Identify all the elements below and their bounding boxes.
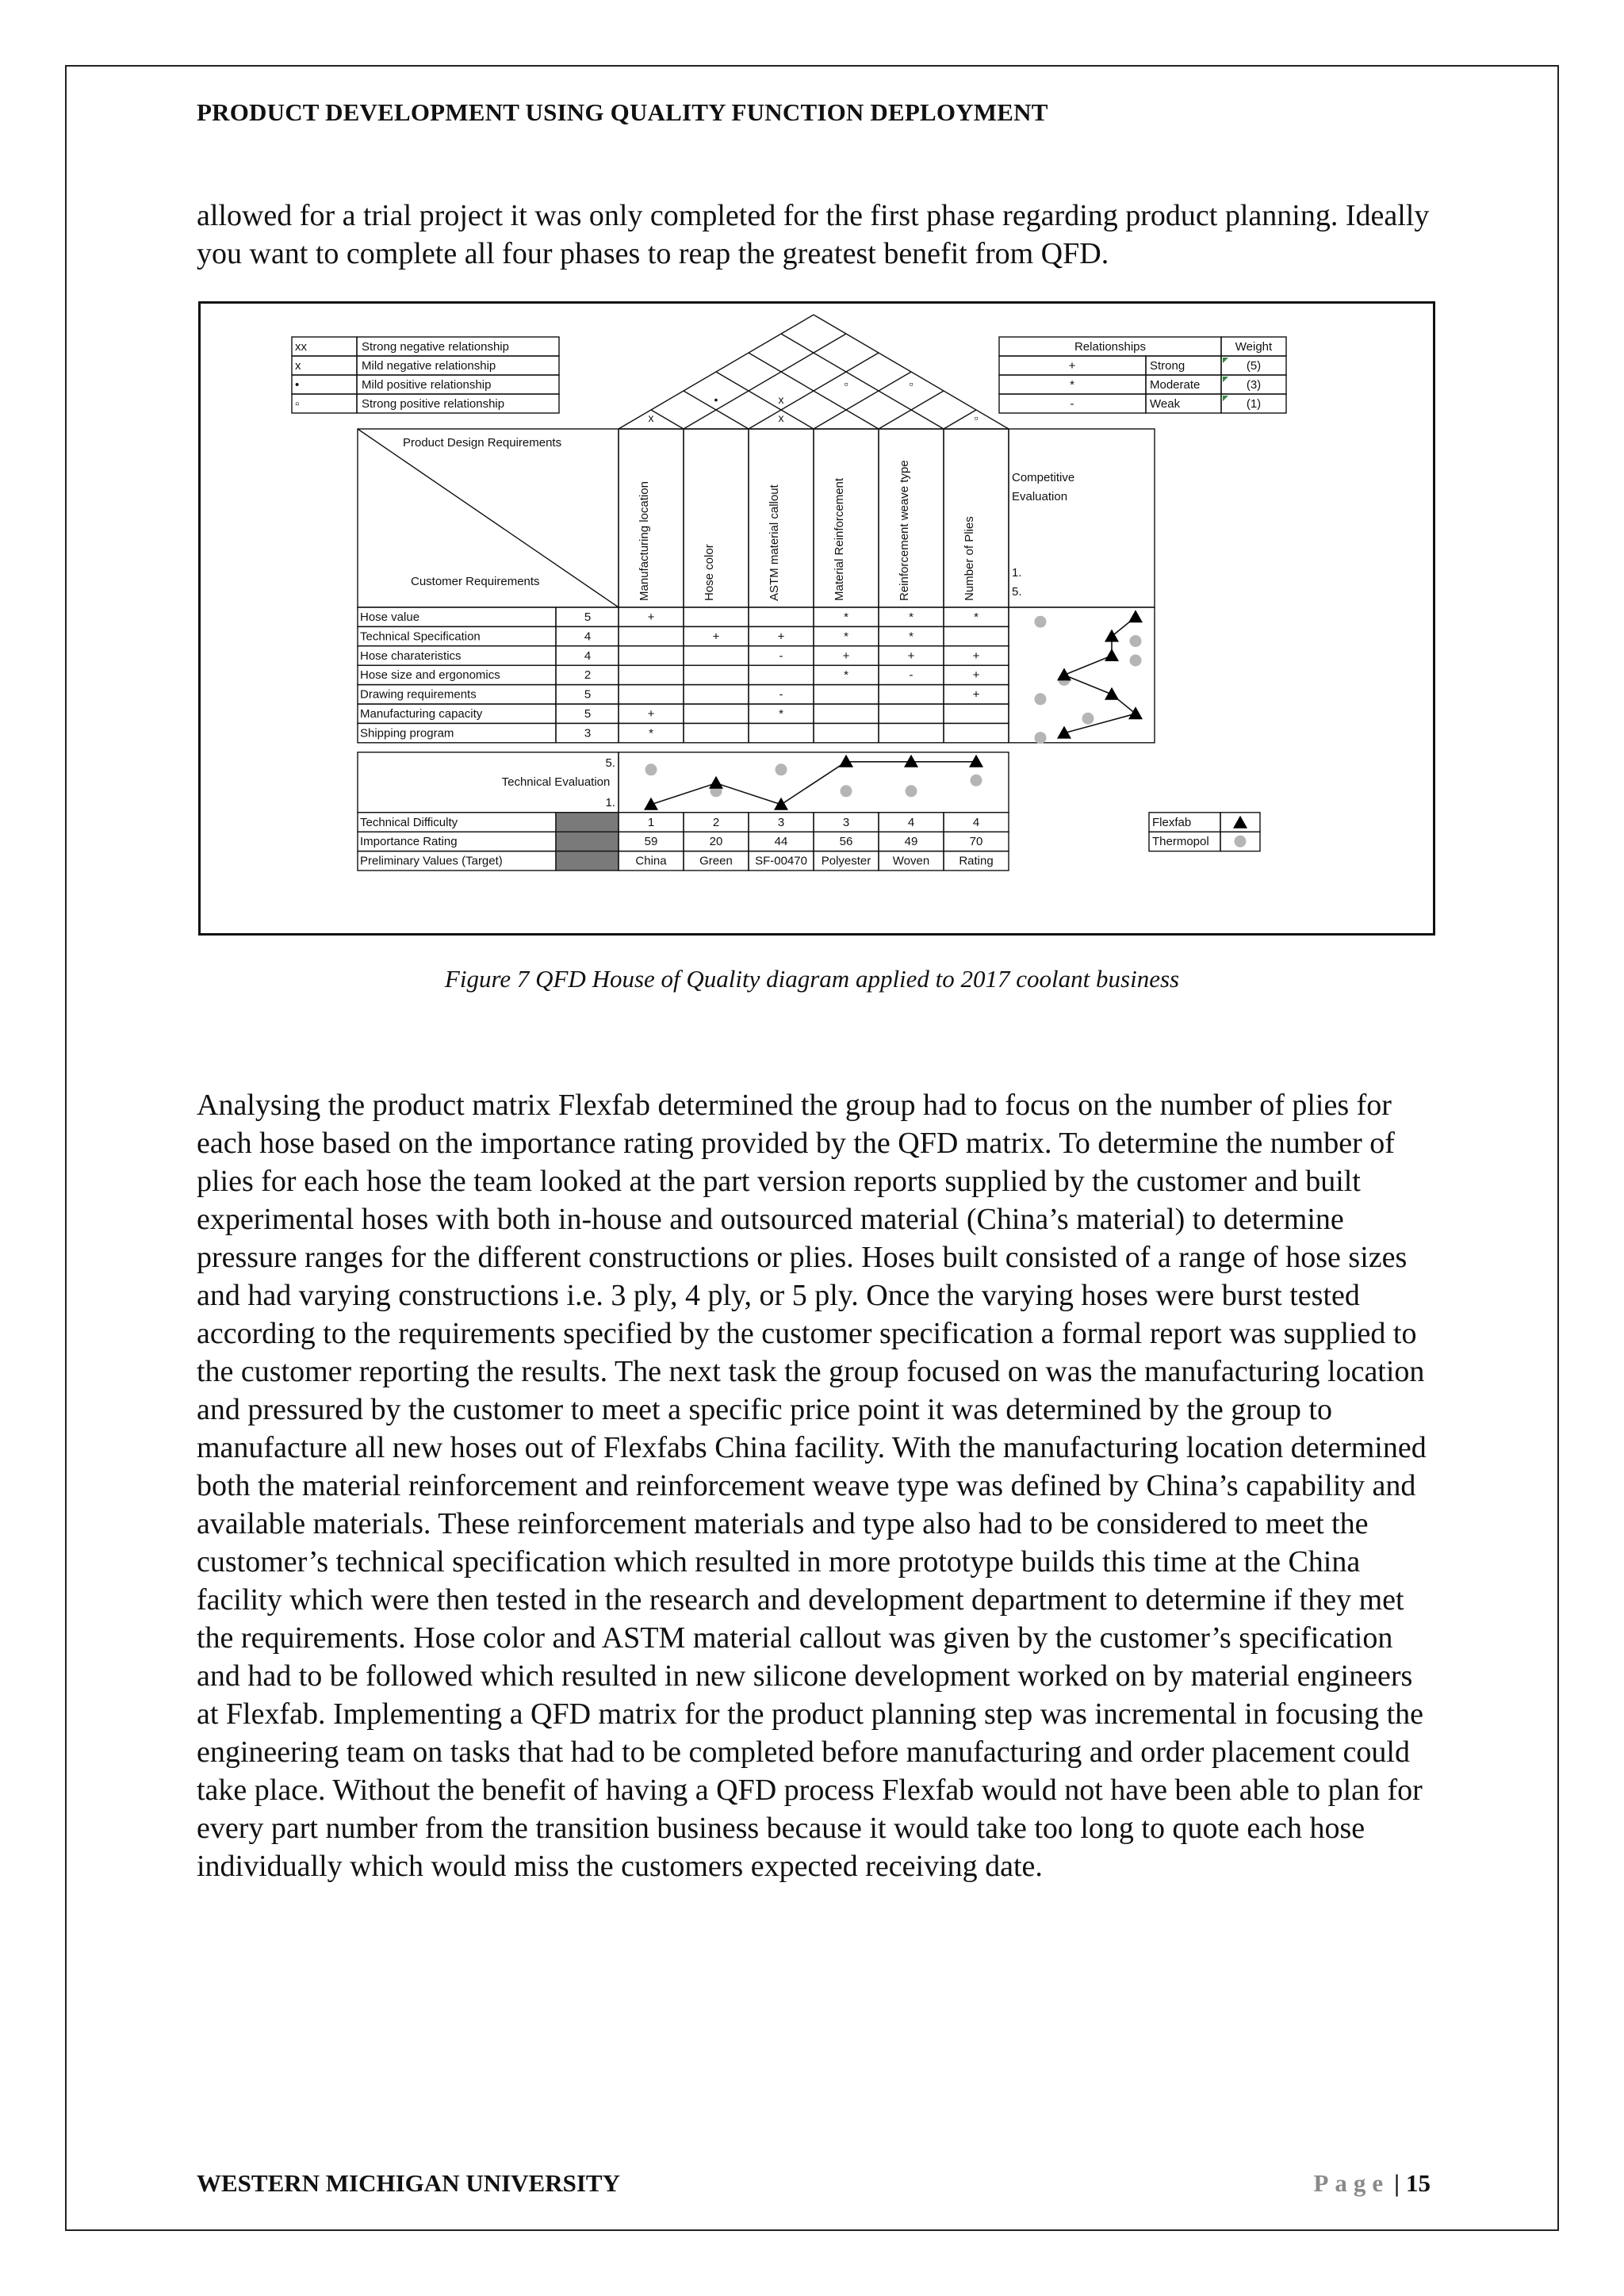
roof-diagonal [778,334,944,429]
competitive-thermopol-point [1130,655,1142,667]
competitive-flexfab-line [1064,617,1136,733]
relationship-mark: * [844,629,848,644]
relationship-matrix-cell [749,665,814,684]
bottom-row-value: 3 [842,815,850,829]
technical-flexfab-line [651,762,976,805]
technical-thermopol-point [906,785,917,797]
relationship-matrix-cell [749,723,814,742]
roof-diagonal [716,372,814,429]
roof-legend-label: Mild negative relationship [362,359,496,373]
customer-requirement-label: Hose charateristics [360,649,462,663]
technical-scale-low: 1. [605,795,615,809]
relationship-mark: * [844,610,848,624]
bottom-row-value: 44 [774,835,788,849]
roof-legend-label: Strong positive relationship [362,397,505,411]
roof-legend-symbol: • [295,378,300,392]
bottom-row-value: 1 [647,815,655,829]
competitive-evaluation-label: Competitive [1012,471,1075,484]
technical-evaluation-label: Technical Evaluation [501,775,611,789]
relationship-mark: + [842,649,850,663]
technical-thermopol-point [841,785,852,797]
bottom-row-value: 56 [839,835,853,849]
customer-requirements-label: Customer Requirements [411,575,540,588]
page-separator: | [1394,2169,1400,2197]
cell-flag-marker [1223,396,1228,401]
roof-legend-symbol: x [295,359,301,373]
relationship-matrix-cell [879,704,944,723]
weight-header: Weight [1235,340,1273,354]
customer-requirement-label: Drawing requirements [360,687,477,702]
competitive-flexfab-point [1105,649,1119,661]
bottom-row-label: Preliminary Values (Target) [360,854,503,868]
technical-thermopol-point [645,763,657,775]
competitive-evaluation-label: Evaluation [1012,490,1068,503]
design-requirement-label: Manufacturing location [638,481,651,601]
roof-correlation-mark: • [714,393,718,406]
relationship-matrix-cell [814,723,879,742]
cell-flag-marker [1223,358,1228,363]
bottom-row-value: 4 [907,815,915,829]
bottom-row-value: 4 [972,815,980,829]
bottom-row-value: Polyester [821,854,871,868]
relationship-mark: * [649,726,653,740]
roof-legend-symbol-cell [292,375,357,394]
legend-name: Flexfab [1152,815,1192,829]
roof-diagonal [944,410,976,429]
customer-importance-value: 5 [584,610,592,624]
roof-correlation-mark: ▫ [974,411,979,424]
bottom-row-shaded-cell [556,813,619,832]
running-header: PRODUCT DEVELOPMENT USING QUALITY FUNCTION DEPLOYMENT [197,98,1048,126]
relationship-matrix-cell [814,685,879,704]
bottom-row-value: Green [699,854,733,868]
technical-flexfab-point [969,755,983,767]
relationship-symbol: - [1070,397,1074,411]
relationship-matrix-cell [619,685,684,704]
roof-legend-label: Strong negative relationship [362,340,509,354]
relationship-matrix-cell [619,626,684,645]
design-requirement-header-cell [814,429,879,607]
technical-flexfab-point [709,776,723,789]
design-requirement-label: Material Reinforcement [833,477,846,601]
bottom-row-value: Woven [892,854,930,868]
bottom-row-value: 2 [712,815,720,829]
figure-caption: Figure 7 QFD House of Quality diagram applied to 2017 coolant business [444,965,1180,993]
bottom-row-value: 3 [777,815,785,829]
relationship-mark: * [909,629,914,644]
relationships-header: Relationships [1074,340,1147,354]
design-requirement-header-cell [944,429,1009,607]
relationship-matrix-cell [684,723,749,742]
intro-paragraph: allowed for a trial project it was only completed for the first phase regarding product planning. Ideally you want to complete all four phases to reap the greatest benefit from QFD. [197,199,1430,270]
bottom-row-label: Technical Difficulty [360,815,458,829]
customer-importance-value: 3 [584,726,592,740]
relationship-matrix-cell [944,723,1009,742]
roof-correlation-mark: x [778,411,784,424]
footer-page [1313,2169,1431,2198]
relationship-mark: * [844,668,848,683]
relationship-mark: * [909,610,914,624]
competitive-thermopol-point [1035,616,1047,628]
customer-importance-value: 4 [584,649,592,663]
customer-requirement-label: Technical Specification [360,629,481,644]
relationship-mark: - [779,649,783,663]
relationship-matrix-cell [684,685,749,704]
design-requirement-header-cell [879,429,944,607]
relationship-mark: + [972,649,980,663]
roof-diagonal [648,410,684,429]
relationship-mark: + [777,629,785,644]
relationship-mark: + [972,687,980,702]
roof-correlation-mark: ▫ [844,377,848,390]
competitive-scale-high: 5. [1012,585,1022,599]
roof-legend-symbol-cell [292,356,357,375]
legend-name: Thermopol [1152,835,1209,849]
competitive-thermopol-point [1082,713,1094,725]
bottom-row-shaded-cell [556,832,619,851]
relationship-mark: - [779,687,783,702]
relationship-matrix-cell [684,607,749,626]
house-of-quality-diagram [201,304,1433,933]
page-number: 15 [1406,2169,1431,2197]
competitive-thermopol-point [1035,732,1047,744]
roof-legend-symbol-cell [292,394,357,413]
design-requirement-header-cell [684,429,749,607]
competitive-thermopol-point [1035,693,1047,705]
relationship-mark: - [909,668,914,683]
relationship-matrix-cell [749,607,814,626]
design-requirement-label: Number of Plies [963,516,976,601]
design-requirement-header-cell [749,429,814,607]
relationship-matrix-cell [684,646,749,665]
page-word: Page [1313,2169,1390,2197]
customer-importance-value: 5 [584,687,592,702]
bottom-row-value: 49 [904,835,918,849]
relationship-label: Weak [1150,397,1181,411]
bottom-row-label: Importance Rating [360,835,458,849]
customer-importance-value: 2 [584,668,592,683]
customer-requirement-label: Manufacturing capacity [360,707,483,721]
relationship-mark: + [972,668,980,683]
relationship-matrix-cell [619,665,684,684]
competitive-flexfab-point [1128,706,1143,719]
competitive-flexfab-point [1105,629,1119,642]
competitive-flexfab-point [1128,610,1143,622]
bottom-row-value: 70 [969,835,983,849]
body-paragraph: Analysing the product matrix Flexfab determined the group had to focus on the number of plies for each hose based on the importance rating provided by the QFD matrix. To determine the number of plies for each hose the team looked at the part version reports supplied by the customer and built experimental hoses with both in-house and outsourced material (China’s material) to determine pressure ranges for the different constructions or plies. Hoses built consisted of a range of hose sizes and had varying constructions i.e. 3 ply, 4 ply, or 5 ply. Once the varying hoses were burst tested according to the requirements specified by the customer specification a formal report was supplied to the customer reporting the results. The next task the group focused on was the manufacturing location and pressured by the customer to meet a specific price point it was determined by the group to manufacture all new hoses out of Flexfabs China facility. With the manufacturing location determined both the material reinforcement and reinforcement weave type was defined by China’s capability and available materials. These reinforcement materials and type also had to be considered to meet the customer’s technical specification which resulted in more prototype builds this time at the China facility which were then tested in the research and development department to determine if they met the requirements. Hose color and ASTM material callout was given by the customer’s specification and had to be followed which resulted in new silicone development worked on by material engineers at Flexfab. Implementing a QFD matrix for the product planning step was incremental in focusing the engineering team on tasks that had to be completed before manufacturing and order placement could take place. Without the benefit of having a QFD process Flexfab would not have been able to plan for every part number from the transition business because it would take too long to quote each hose individually which would miss the customers expected receiving date. [197,1089,1427,1883]
design-requirement-header-cell [619,429,684,607]
footer-university: WESTERN MICHIGAN UNIVERSITY [197,2169,620,2197]
roof-diagonal [814,372,911,429]
relationship-symbol: * [1070,378,1074,392]
relationship-mark: + [647,707,655,721]
customer-requirement-label: Hose value [360,610,420,624]
roof-legend-symbol: xx [295,340,307,354]
relationship-mark: + [712,629,720,644]
customer-importance-value: 5 [584,707,592,721]
technical-flexfab-point [839,755,853,767]
technical-scale-high: 5. [605,756,615,770]
technical-flexfab-point [644,798,658,810]
relationship-matrix-cell [684,704,749,723]
bottom-row-value: Rating [959,854,994,868]
bottom-row-shaded-cell [556,851,619,871]
design-requirement-label: ASTM material callout [768,484,781,601]
relationship-mark: + [907,649,915,663]
relationship-matrix-cell [944,626,1009,645]
technical-flexfab-point [904,755,918,767]
legend-circle-marker [1235,836,1247,848]
customer-importance-value: 4 [584,629,592,644]
competitive-evaluation-plot-area [1009,607,1155,743]
relationship-weight: (5) [1246,359,1262,373]
bottom-row-value: SF-00470 [755,854,807,868]
competitive-flexfab-point [1105,687,1119,700]
relationship-matrix-cell [879,723,944,742]
bottom-row-value: 20 [709,835,723,849]
customer-requirement-label: Shipping program [360,726,454,740]
legend-triangle-marker [1233,816,1247,828]
relationship-mark: + [647,610,655,624]
relationship-weight: (1) [1246,397,1262,411]
relationship-weight: (3) [1246,378,1262,392]
roof-correlation-mark: x [778,393,784,406]
relationship-matrix-cell [814,704,879,723]
relationship-matrix-cell [684,665,749,684]
relationship-matrix-cell [944,704,1009,723]
product-design-requirements-label: Product Design Requirements [403,436,562,450]
roof-legend-label: Mild positive relationship [362,378,492,392]
technical-thermopol-point [776,763,787,775]
relationship-mark: * [779,707,783,721]
competitive-evaluation-header [1009,429,1155,607]
qfd-figure [198,301,1435,936]
customer-requirement-label: Hose size and ergonomics [360,668,500,683]
relationship-symbol: + [1068,359,1076,373]
relationship-label: Strong [1150,359,1185,373]
bottom-row-value: China [635,854,667,868]
design-requirement-label: Reinforcement weave type [898,460,911,601]
design-requirement-label: Hose color [703,544,716,601]
technical-flexfab-point [774,798,788,810]
roof-diagonal [684,334,846,429]
competitive-thermopol-point [1130,635,1142,647]
cell-flag-marker [1223,377,1228,382]
competitive-scale-low: 1. [1012,566,1022,580]
relationship-matrix-cell [879,685,944,704]
relationship-label: Moderate [1150,378,1201,392]
roof-correlation-mark: ▫ [909,377,914,390]
technical-thermopol-point [971,775,982,786]
bottom-row-value: 59 [644,835,658,849]
roof-legend-symbol: ▫ [295,397,300,411]
roof-correlation-mark: x [648,411,654,424]
competitive-flexfab-point [1057,668,1071,680]
relationship-matrix-cell [619,646,684,665]
relationship-mark: * [974,610,979,624]
